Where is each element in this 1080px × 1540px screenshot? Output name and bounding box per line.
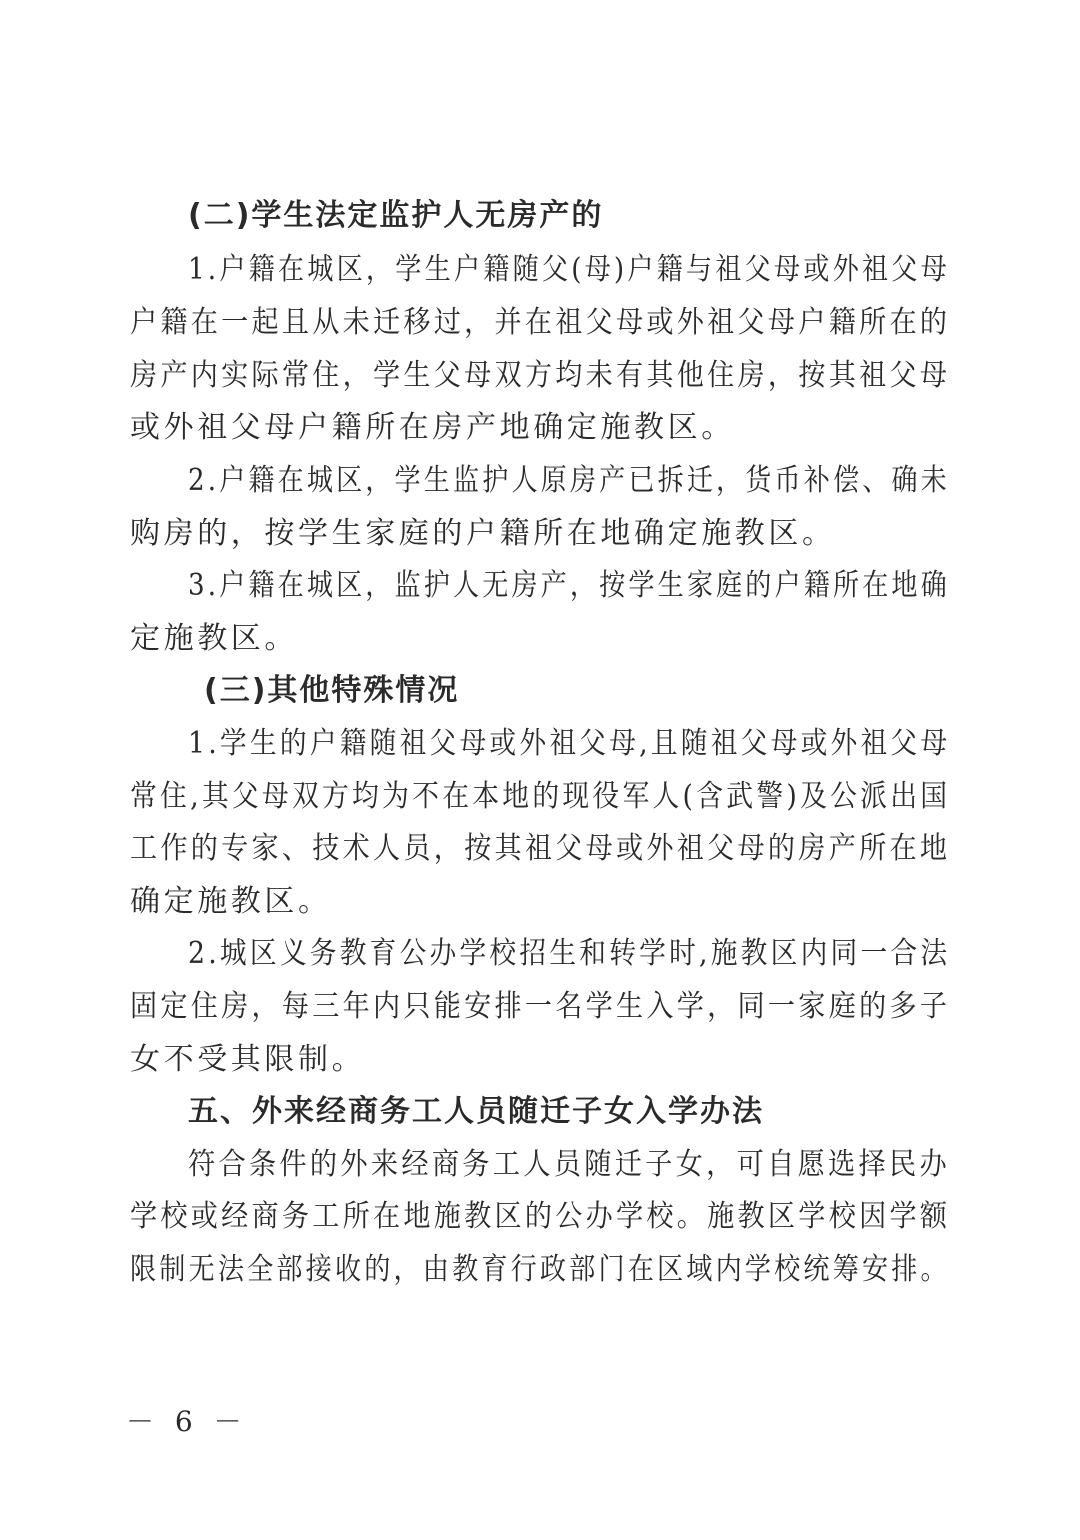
paragraph-line: 确定施教区。 bbox=[130, 884, 332, 919]
paragraph-line: 2.户籍在城区，学生监护人原房产已拆迁，货币补偿、确未 bbox=[188, 463, 950, 498]
page-number: － 6 － bbox=[126, 1405, 248, 1438]
paragraph-line: 购房的，按学生家庭的户籍所在地确定施教区。 bbox=[130, 516, 836, 551]
paragraph-line: 2.城区义务教育公办学校招生和转学时,施教区内同一合法 bbox=[188, 936, 951, 971]
section-heading-no-property: (二)学生法定监护人无房产的 bbox=[188, 198, 604, 233]
paragraph-line: 1.学生的户籍随祖父母或外祖父母,且随祖父母或外祖父母 bbox=[188, 726, 951, 761]
paragraph-line: 或外祖父母户籍所在房产地确定施教区。 bbox=[130, 410, 735, 445]
paragraph-line: 符合条件的外来经商务工人员随迁子女，可自愿选择民办 bbox=[188, 1147, 950, 1182]
section-heading-special-cases: (三)其他特殊情况 bbox=[204, 673, 460, 708]
paragraph-line: 限制无法全部接收的，由教育行政部门在区域内学校统筹安排。 bbox=[130, 1252, 950, 1287]
paragraph-line: 定施教区。 bbox=[130, 621, 298, 656]
paragraph-line: 房产内实际常住，学生父母双方均未有其他住房，按其祖父母 bbox=[130, 358, 951, 393]
paragraph-line: 3.户籍在城区，监护人无房产，按学生家庭的户籍所在地确 bbox=[188, 568, 950, 603]
paragraph-line: 固定住房，每三年内只能安排一名学生入学，同一家庭的多子 bbox=[130, 989, 951, 1024]
paragraph-line: 学校或经商务工所在地施教区的公办学校。施教区学校因学额 bbox=[130, 1199, 951, 1234]
paragraph-line: 常住,其父母双方均为不在本地的现役军人(含武警)及公派出国 bbox=[130, 779, 951, 814]
paragraph-line: 女不受其限制。 bbox=[130, 1042, 366, 1077]
paragraph-line: 1.户籍在城区，学生户籍随父(母)户籍与祖父母或外祖父母 bbox=[188, 252, 950, 287]
section-heading-migrant-children: 五、外来经商务工人员随迁子女入学办法 bbox=[188, 1094, 764, 1129]
paragraph-line: 工作的专家、技术人员，按其祖父母或外祖父母的房产所在地 bbox=[130, 831, 951, 866]
paragraph-line: 户籍在一起且从未迁移过，并在祖父母或外祖父母户籍所在的 bbox=[130, 305, 951, 340]
